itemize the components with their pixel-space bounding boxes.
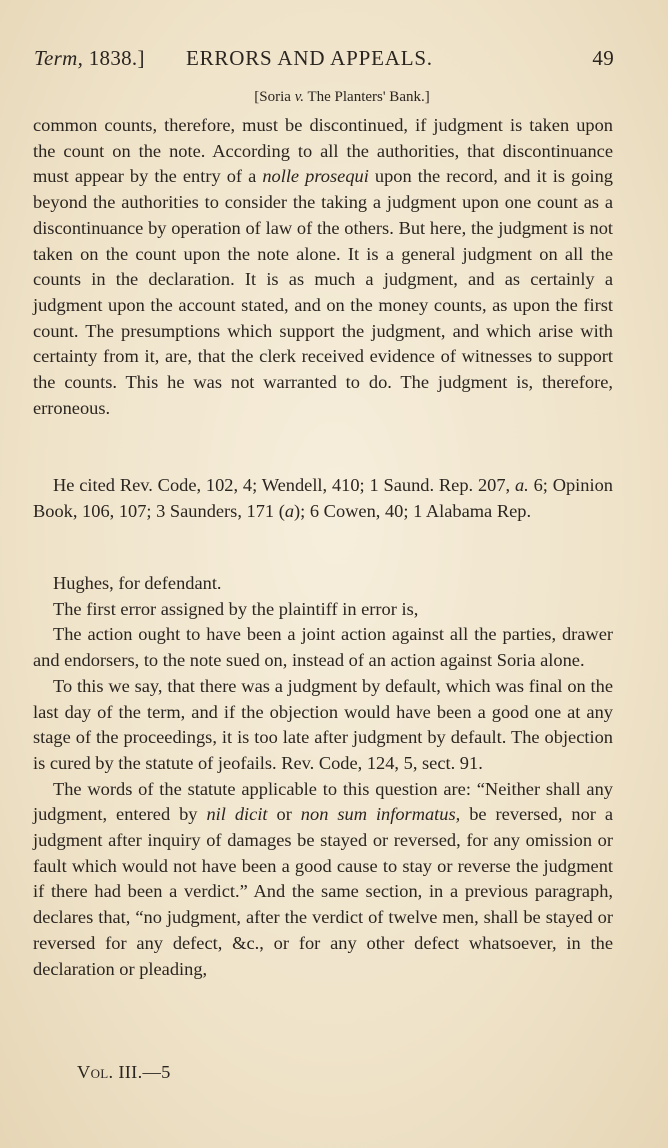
paragraph-first-error: The first error assigned by the plaintiff in error is, [53, 598, 419, 619]
defendant-argument [33, 571, 613, 982]
volume-signature [77, 1062, 171, 1083]
case-caption-close: The Planters' Bank.] [303, 89, 430, 105]
signature-v: V [77, 1062, 91, 1082]
citation-italic-a2: a [284, 500, 295, 521]
section-title: ERRORS AND APPEALS. [186, 46, 433, 70]
nil-dicit-term: nil dicit [206, 804, 268, 825]
citations-paragraph [33, 473, 613, 524]
running-head [34, 46, 614, 74]
term-year: 1838.] [88, 46, 145, 70]
case-caption-open: [Soria [254, 89, 295, 105]
paragraph-text: or [267, 804, 301, 825]
paragraph-text: ); 6 Cowen, 40; 1 Alabama Rep. [294, 500, 532, 521]
page-number: 49 [592, 46, 614, 70]
paragraph-text: be reversed, nor a judgment after inquiry of damages be stayed or reversed, for any omission or fault which would not have been a good cause to stay or reverse the judgment if there had been a verdict.” And the same section, in a previous paragraph, declares that, “no judgment, after the verdict of twelve men, shall be stayed or reversed for any defect, &c., or for any other defect whatsoever, in the declaration or pleading, [33, 804, 614, 979]
paragraph-statute [33, 777, 613, 983]
paragraph-text: He cited Rev. Code, 102, 4; Wendell, 410; 1 Saund. Rep. 207, [53, 475, 515, 495]
paragraph-joint-action: The action ought to have been a joint action against all the parties, drawer and endorsers, to the note sued on, instead of an action against Soria alone. [33, 624, 613, 671]
nolle-prosequi-term: nolle prosequi [262, 166, 369, 187]
case-caption [0, 89, 668, 106]
argument-paragraph [33, 113, 613, 421]
paragraph-default-judgment: To this we say, that there was a judgment by default, which was final on the last day of the term, and if the objection would have been a good one at any stage of the proceedings, it is too late after judgment by default. The objection is cured by the statute of jeofails. Rev. Code, 124, 5, sect. 91. [33, 675, 613, 773]
paragraph-counsel: Hughes, for defendant. [53, 573, 222, 593]
paragraph-citations [33, 473, 613, 524]
non-sum-informatus-term: non sum informatus, [300, 804, 461, 825]
term-label [34, 46, 145, 71]
citation-italic-a: a. [514, 475, 529, 495]
case-caption-versus: v. [294, 89, 304, 105]
paragraph-text: The words of the statute applicable to this question are: “Neither shall any judgment, entered by [33, 778, 613, 825]
paragraph-discontinuance [33, 113, 613, 421]
signature-rest: ol. III.—5 [90, 1062, 171, 1082]
paragraph-text: common counts, therefore, must be discontinued, if judgment is taken upon the count on the note. According to all the authorities, that discontinuance must appear by the entry of a [33, 115, 613, 187]
term-word: Term, [34, 46, 84, 70]
paragraph-text: upon the record, and it is going beyond the authorities to consider the taking a judgment upon one count as a discontinuance by operation of law of the others. But here, the judgment is not taken on the count upon the note alone. It is a general judgment on all the counts in the declaration. It is as much a judgment, and as certainly a judgment upon the account stated, and on the money counts, as upon the first count. The presumptions which support the judgment, and which arise with certainty from it, are, that the clerk received evidence of witnesses to support the counts. This he was not warranted to do. The judgment is, therefore, erroneous. [33, 166, 613, 418]
paragraph-text: 6; Opinion Book, 106, 107; 3 Saunders, 171 ( [33, 475, 613, 521]
